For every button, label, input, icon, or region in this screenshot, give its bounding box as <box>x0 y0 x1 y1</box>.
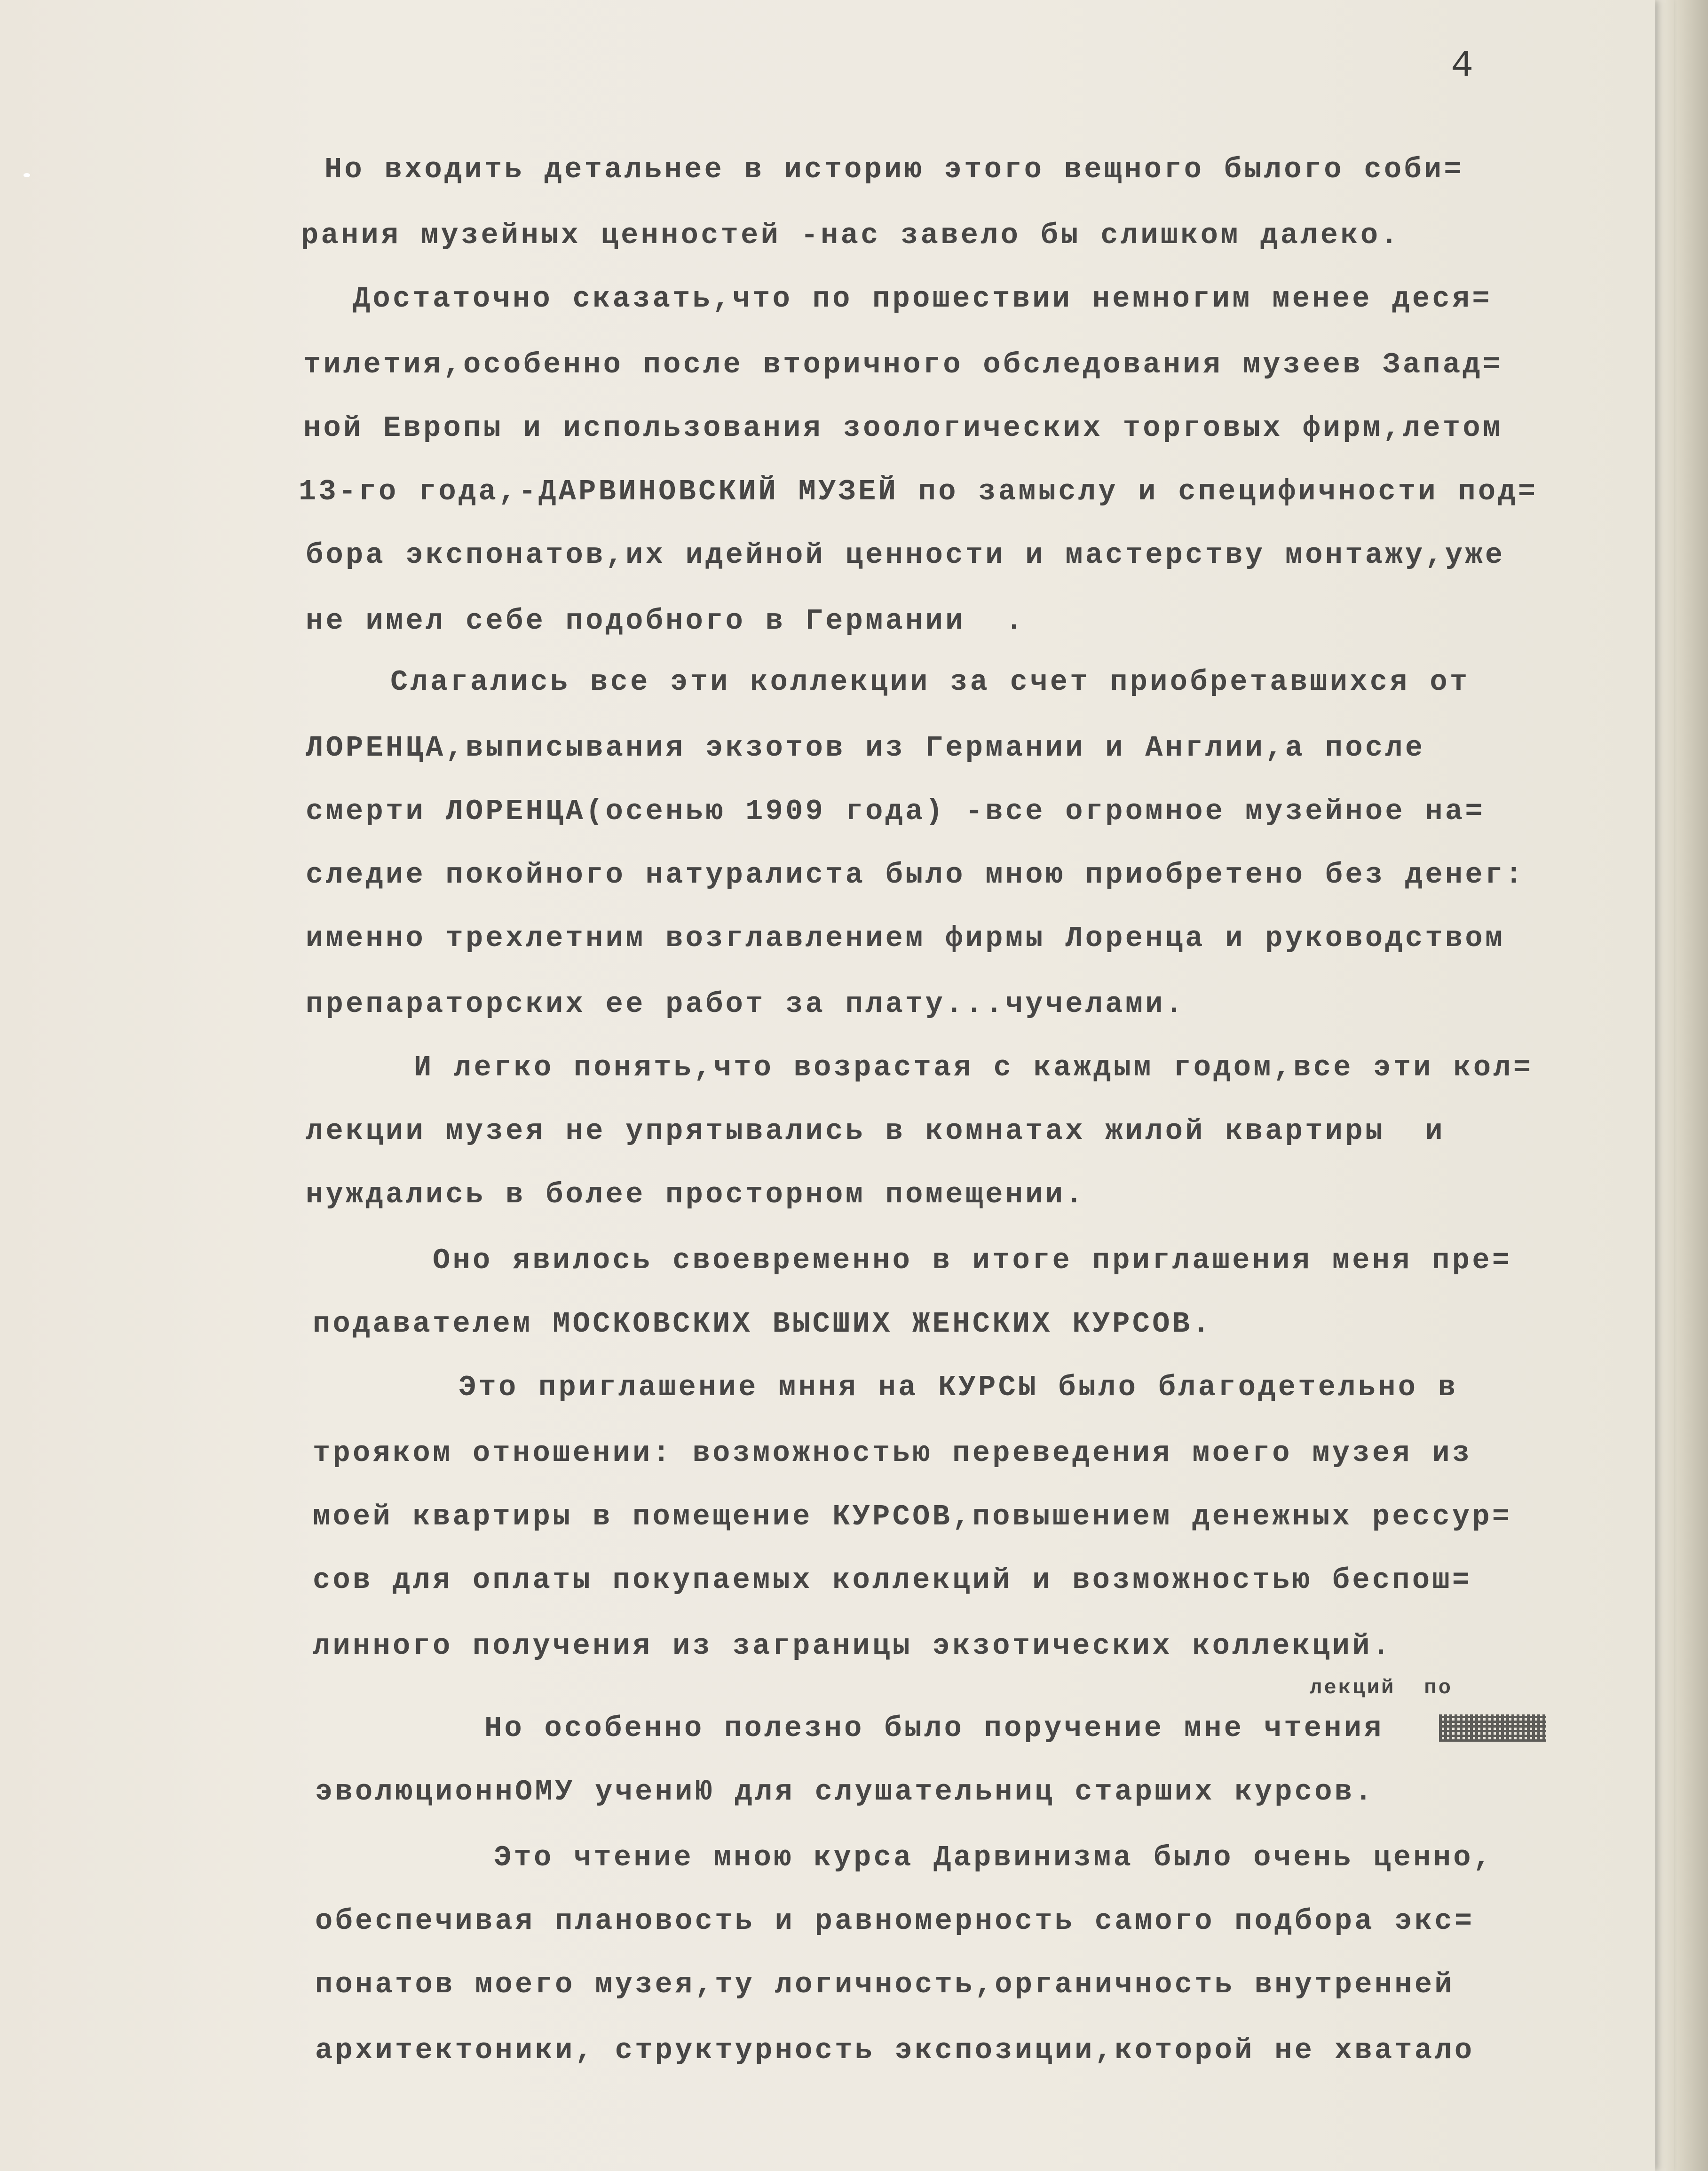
text-line: именно трехлетним возглавлением фирмы Лоренца и руководством <box>306 922 1505 955</box>
text-line: лекции музея не упрятывались в комнатах жилой квартиры и <box>306 1114 1445 1148</box>
page-number: 4 <box>1451 45 1475 87</box>
text-line: не имел себе подобного в Германии . <box>306 604 1026 638</box>
text-line: ной Европы и использования зоологических торговых фирм,летом <box>303 411 1503 445</box>
text-line: Но входить детальнее в историю этого вещного былого соби= <box>324 153 1464 186</box>
text-line: архитектоники, структурность экспозиции,которой не хватало <box>315 2034 1475 2067</box>
text-line: смерти ЛОРЕНЦА(осенью 1909 года) -все огромное музейное на= <box>306 795 1485 828</box>
text-line: эволюционнОМУ учениЮ для слушательниц старших курсов. <box>315 1775 1375 1808</box>
text-line: обеспечивая плановость и равномерность самого подбора экс= <box>315 1904 1475 1938</box>
text-line: сов для оплаты покупаемых коллекций и возможностью беспош= <box>313 1563 1472 1597</box>
text-line: линного получения из заграницы экзотических коллекций. <box>313 1629 1392 1663</box>
text-line: нуждались в более просторном помещении. <box>306 1178 1085 1211</box>
text-line: препараторских ее работ за плату...чучелами. <box>306 987 1186 1021</box>
text-line: моей квартиры в помещение КУРСОВ,повышением денежных рессур= <box>313 1500 1512 1533</box>
text-line: И легко понять,что возрастая с каждым годом,все эти кол= <box>414 1051 1534 1084</box>
text-line: следие покойного натуралиста было мною приобретено без денег: <box>306 858 1525 892</box>
text-line: Это чтение мною курса Дарвинизма было очень ценно, <box>494 1841 1494 1874</box>
text-line: рания музейных ценностей -нас завело бы слишком далеко. <box>301 219 1400 252</box>
handwritten-insertion: лекций по <box>1310 1676 1453 1700</box>
text-line: Слагались все эти коллекции за счет приобретавшихся от <box>390 665 1470 699</box>
text-line: трояком отношении: возможностью переведения моего музея из <box>313 1437 1472 1470</box>
text-line: Но особенно полезно было поручение мне чтения <box>484 1712 1384 1745</box>
punch-mark <box>24 173 30 177</box>
text-line: ЛОРЕНЦА,выписывания экзотов из Германии и Англии,а после <box>306 731 1425 765</box>
struck-out-word <box>1439 1714 1546 1742</box>
text-line: тилетия,особенно после вторичного обследования музеев Запад= <box>303 348 1503 381</box>
text-line: Это приглашение мння на КУРСЫ было благодетельно в <box>459 1371 1458 1404</box>
text-line: бора экспонатов,их идейной ценности и мастерству монтажу,уже <box>306 538 1505 572</box>
underlying-sheet-edge <box>1655 0 1674 2171</box>
text-line: Оно явилось своевременно в итоге приглашения меня пре= <box>433 1244 1512 1277</box>
text-line: подавателем МОСКОВСКИХ ВЫСШИХ ЖЕНСКИХ КУРСОВ. <box>313 1307 1212 1341</box>
text-line: понатов моего музея,ту логичность,органичность внутренней <box>315 1968 1455 2001</box>
text-line: 13-го года,-ДАРВИНОВСКИЙ МУЗЕЙ по замыслу и специфичности под= <box>299 475 1538 508</box>
text-line: Достаточно сказать,что по прошествии немногим менее деся= <box>353 282 1492 316</box>
